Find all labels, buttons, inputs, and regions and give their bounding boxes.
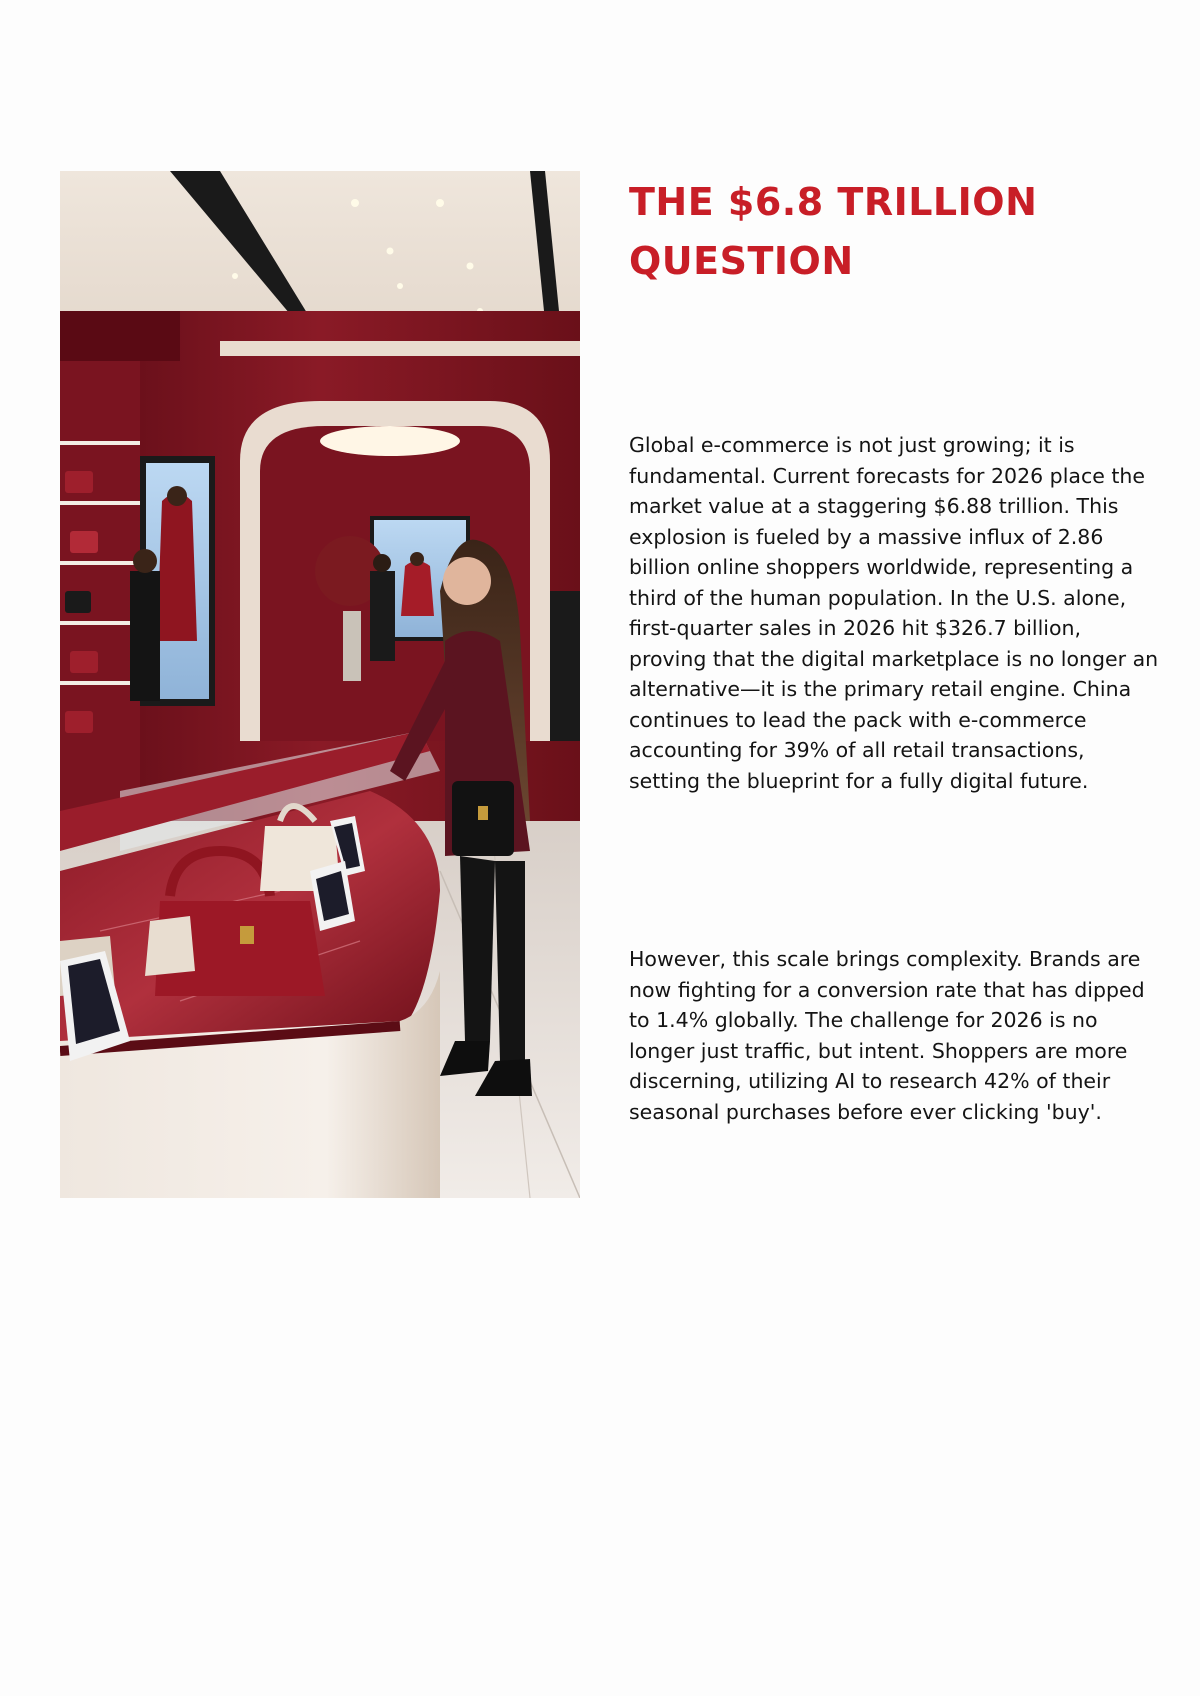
luxury-store-photo [60,171,580,1198]
article-paragraph-2: However, this scale brings complexity. Brands are now fighting for a conversion rate that has dipped to 1.4% globally. The challenge for 2026 is no longer just traffic, but intent. Shoppers are more discerning, utilizing AI to research 42% of their seasonal purchases before ever clicking 'buy'. [629,947,1145,1124]
article-heading: THE $6.8 TRILLION QUESTION [629,180,1038,283]
article-paragraph-1: Global e-commerce is not just growing; it is fundamental. Current forecasts for 2026 place the market value at a staggering $6.88 trillion. This explosion is fueled by a massive influx of 2.86 billion online shoppers worldwide, representing a third of the human population. In the U.S. alone, first-quarter sales in 2026 hit $326.7 billion, proving that the digital marketplace is no longer an alternative—it is the primary retail engine. China continues to lead the pack with e-commerce accounting for 39% of all retail transactions, setting the blueprint for a fully digital future. [629,433,1159,793]
